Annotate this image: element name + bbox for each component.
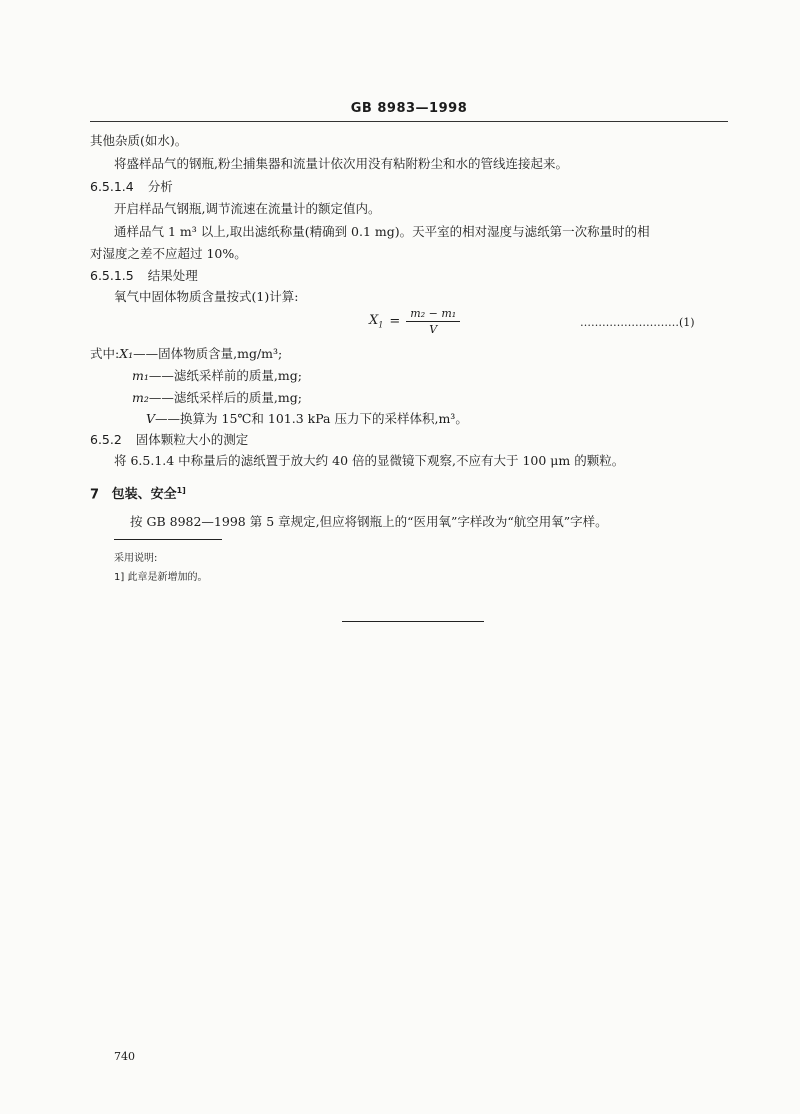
body-line: 对湿度之差不应超过 10%。 <box>90 246 247 261</box>
header-rule <box>90 121 728 122</box>
footnote-text: 1] 此章是新增加的。 <box>114 572 208 583</box>
body-line: 将盛样品气的钢瓶,粉尘捕集器和流量计依次用没有粘附粉尘和水的管线连接起来。 <box>114 156 568 171</box>
section-heading-652 <box>90 431 248 449</box>
symbol-desc: 换算为 15℃和 101.3 kPa 压力下的采样体积,m³。 <box>180 411 468 426</box>
footnote-rule <box>114 539 222 540</box>
section-title: 固体颗粒大小的测定 <box>135 432 249 447</box>
symbol: X₁ <box>119 346 134 361</box>
body-line: 氧气中固体物质含量按式(1)计算: <box>114 289 299 304</box>
dash: —— <box>148 390 174 405</box>
footnote-mark: 1] <box>176 486 186 495</box>
section-number: 6.5.1.4 <box>90 179 134 194</box>
formula-denominator: V <box>429 323 438 336</box>
formula-fraction <box>406 307 460 336</box>
where-line <box>132 367 302 385</box>
footnote-heading: 采用说明: <box>114 553 158 564</box>
where-line <box>132 389 302 407</box>
dash: —— <box>155 411 181 426</box>
where-line <box>146 410 468 428</box>
section-title: 分析 <box>147 179 173 194</box>
body-line: 其他杂质(如水)。 <box>90 133 188 148</box>
symbol: V <box>146 411 156 426</box>
symbol-desc: 滤纸采样后的质量,mg; <box>173 390 302 405</box>
formula-number: ………………………(1) <box>580 316 695 329</box>
body-line: 通样品气 1 m³ 以上,取出滤纸称量(精确到 0.1 mg)。天平室的相对湿度与滤纸第一次称量时的相 <box>114 224 650 239</box>
section-title: 结果处理 <box>147 268 198 283</box>
body-line: 按 GB 8982—1998 第 5 章规定,但应将钢瓶上的“医用氧”字样改为“航空用氧”字样。 <box>130 514 608 529</box>
page-header-standard-id: GB 8983—1998 <box>350 101 468 116</box>
symbol: m₁ <box>132 368 149 383</box>
body-line: 将 6.5.1.4 中称量后的滤纸置于放大约 40 倍的显微镜下观察,不应有大于 100 μm 的颗粒。 <box>114 453 625 468</box>
page-number: 740 <box>114 1050 135 1063</box>
formula-1 <box>369 307 460 336</box>
section-title: 包装、安全 <box>111 487 177 503</box>
end-rule <box>342 621 484 622</box>
body-line: 开启样品气钢瓶,调节流速在流量计的额定值内。 <box>114 201 381 216</box>
formula-equals: = <box>389 314 401 329</box>
section-number: 6.5.2 <box>90 432 122 447</box>
formula-lhs: $X_1$ <box>369 313 384 330</box>
section-number: 7 <box>90 487 100 503</box>
section-number: 6.5.1.5 <box>90 268 134 283</box>
symbol-desc: 滤纸采样前的质量,mg; <box>173 368 302 383</box>
section-heading-7 <box>90 482 186 504</box>
symbol: m₂ <box>132 390 149 405</box>
formula-numerator: m₂ − m₁ <box>406 307 460 322</box>
symbol-desc: 固体物质含量,mg/m³; <box>158 346 283 361</box>
where-intro: 式中: <box>90 346 120 361</box>
where-line <box>90 345 282 363</box>
dash: —— <box>133 346 159 361</box>
section-heading-6514 <box>90 178 173 196</box>
dash: —— <box>148 368 174 383</box>
section-heading-6515 <box>90 267 198 285</box>
